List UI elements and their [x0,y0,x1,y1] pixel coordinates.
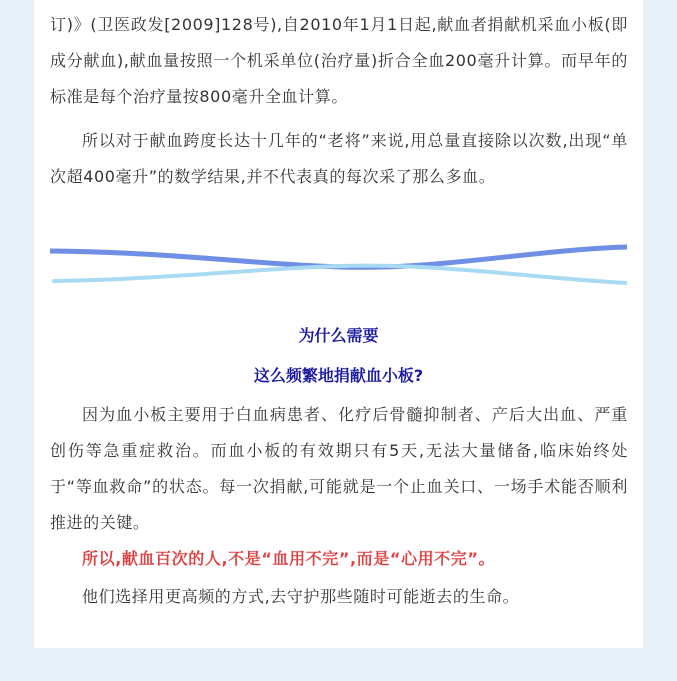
article-card [34,0,643,648]
paragraph-platelet-usage: 因为血小板主要用于白血病患者、化疗后骨髓抑制者、产后大出血、严重创伤等急重症救治。而血小板的有效期只有5天,无法大量储备,临床始终处于“等血救命”的状态。每一次捐献,可能就是一个止血关口、一场手术能否顺利推进的关键。 [50,405,628,532]
paragraph-veteran-donors: 所以对于献血跨度长达十几年的“老将”来说,用总量直接除以次数,出现“单次超400毫升”的数学结果,并不代表真的每次采了那么多血。 [50,131,628,186]
paragraph-emphasis-quote: 所以,献血百次的人,不是“血用不完”,而是“心用不完”。 [82,549,496,568]
article-lower-body [50,397,628,615]
article-upper-body [50,0,628,195]
section-heading-line-1: 为什么需要 [298,326,379,345]
paragraph-standard-change: 订)》(卫医政发[2009]128号),自2010年1月1日起,献血者捐献机采血小板(即成分献血),献血量按照一个机采单位(治疗量)折合全血200毫升计算。而早年的标准是每个治疗量按800毫升全血计算。 [50,15,628,106]
section-heading-line-2: 这么频繁地捐献血小板? [253,366,424,385]
paragraph-closing: 他们选择用更高频的方式,去守护那些随时可能逝去的生命。 [82,587,520,606]
wave-divider [50,238,627,292]
